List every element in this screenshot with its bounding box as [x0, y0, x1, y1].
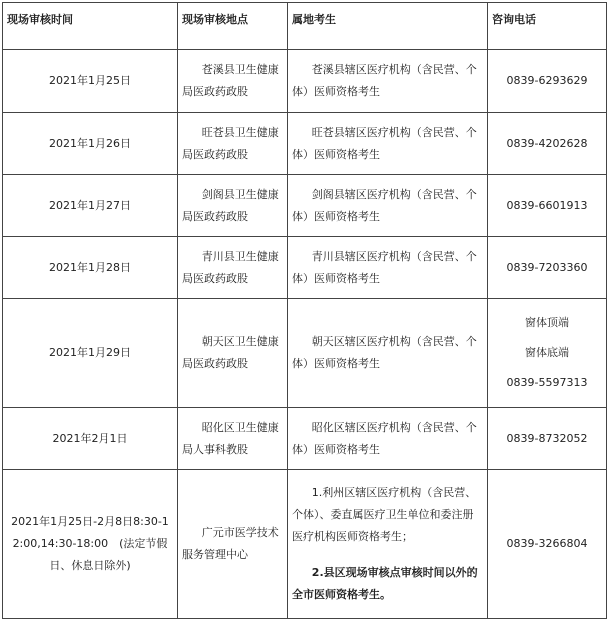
phone: 0839-7203360: [488, 237, 607, 299]
phone: 0839-3266804: [488, 470, 607, 619]
phone-line: 窗体顶端: [525, 316, 569, 329]
review-time: 2021年1月26日: [3, 113, 178, 175]
phone: 0839-6293629: [488, 50, 607, 113]
phone: 0839-8732052: [488, 408, 607, 470]
review-time: 2021年1月29日: [3, 299, 178, 408]
review-location: 朝天区卫生健康局医政药政股: [178, 299, 288, 408]
review-location: 剑阁县卫生健康局医政药政股: [178, 175, 288, 237]
table-header-row: [3, 3, 607, 50]
review-time: 2021年2月1日: [3, 408, 178, 470]
header-time: 现场审核时间: [3, 3, 178, 50]
review-location: 苍溪县卫生健康局医政药政股: [178, 50, 288, 113]
header-phone: 咨询电话: [488, 3, 607, 50]
header-candidates: 属地考生: [288, 3, 488, 50]
candidates: 旺苍县辖区医疗机构（含民营、个体）医师资格考生: [288, 113, 488, 175]
candidates: [288, 470, 488, 619]
table-row: [3, 470, 607, 619]
phone-line: 0839-5597313: [506, 376, 588, 389]
table-row: [3, 175, 607, 237]
phone: [488, 299, 607, 408]
review-time: 2021年1月25日: [3, 50, 178, 113]
review-time: 2021年1月28日: [3, 237, 178, 299]
review-location: 青川县卫生健康局医政药政股: [178, 237, 288, 299]
phone: 0839-6601913: [488, 175, 607, 237]
candidates-item: 2.县区现场审核点审核时间以外的全市医师资格考生。: [292, 566, 478, 601]
table-row: [3, 299, 607, 408]
phone-line: 窗体底端: [525, 346, 569, 359]
table-row: [3, 408, 607, 470]
table-row: [3, 50, 607, 113]
review-location: 广元市医学技术服务管理中心: [178, 470, 288, 619]
candidates: 朝天区辖区医疗机构（含民营、个体）医师资格考生: [288, 299, 488, 408]
candidates: 苍溪县辖区医疗机构（含民营、个体）医师资格考生: [288, 50, 488, 113]
review-location: 昭化区卫生健康局人事科教股: [178, 408, 288, 470]
candidates-item: 1.利州区辖区医疗机构（含民营、个体）、委直属医疗卫生单位和委注册医疗机构医师资格考生；: [292, 486, 477, 543]
review-time: 2021年1月25日-2月8日8:30-12:00,14:30-18:00 (法定节假日、休息日除外): [3, 470, 178, 619]
header-location: 现场审核地点: [178, 3, 288, 50]
review-location: 旺苍县卫生健康局医政药政股: [178, 113, 288, 175]
candidates: 青川县辖区医疗机构（含民营、个体）医师资格考生: [288, 237, 488, 299]
table-row: [3, 113, 607, 175]
candidates: 剑阁县辖区医疗机构（含民营、个体）医师资格考生: [288, 175, 488, 237]
review-schedule-table: [2, 2, 607, 619]
review-time: 2021年1月27日: [3, 175, 178, 237]
phone: 0839-4202628: [488, 113, 607, 175]
table-row: [3, 237, 607, 299]
candidates: 昭化区辖区医疗机构（含民营、个体）医师资格考生: [288, 408, 488, 470]
